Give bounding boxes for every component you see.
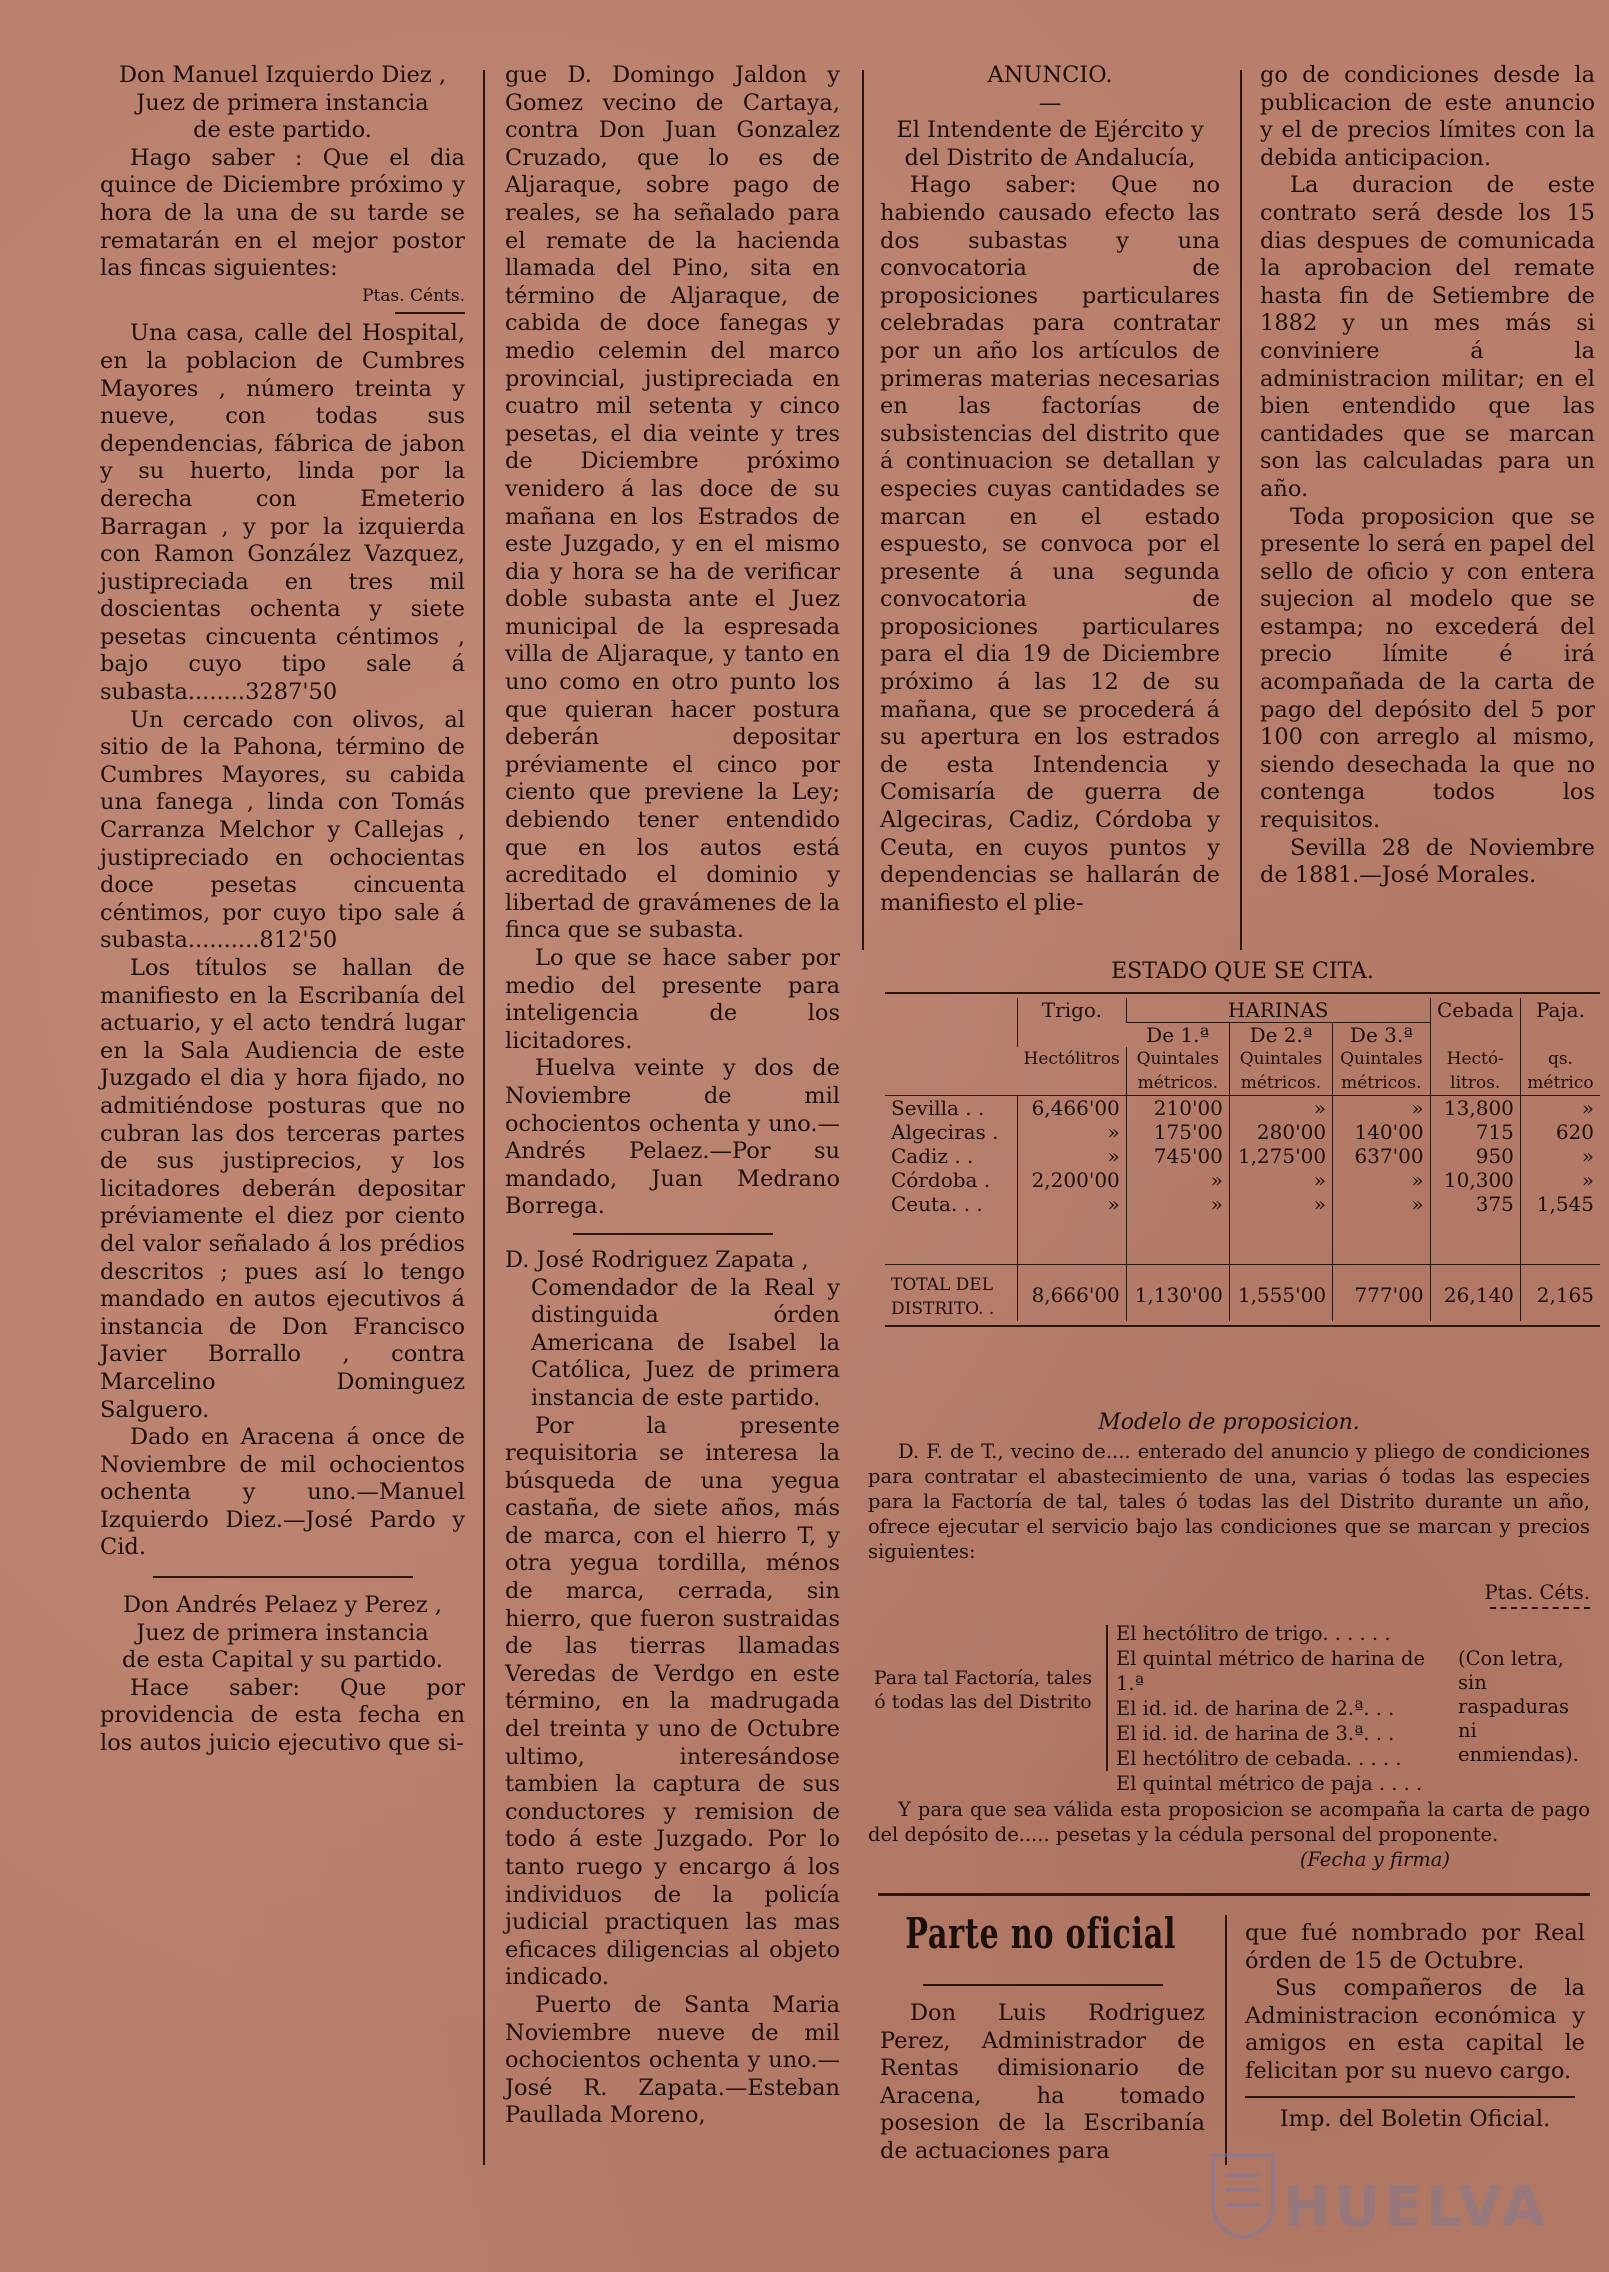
edict-heading-line: D. José Rodriguez Zapata , <box>505 1246 809 1273</box>
finca-2-amount: ..........812'50 <box>187 927 338 954</box>
header-de1: De 1.ª <box>1146 1023 1209 1047</box>
model-note: enmiendas). <box>1458 1743 1579 1766</box>
model-item: El quintal métrico de paja . . . . <box>1116 1772 1423 1795</box>
model-item: El id. id. de harina de 2.ª. . . <box>1116 1697 1395 1720</box>
parte-right <box>1245 1920 1585 2133</box>
paragraph-luis: Don Luis Rodriguez Perez, Administrador de Rentas dimisionario de Aracena, ha tomado posesion de la Escribanía de actuaciones para <box>880 2000 1205 2164</box>
edict-intro: Hago saber : Que el dia quince de Diciembre próximo y hora de la una de su tarde se rematarán en el mejor postor las fincas siguientes: <box>100 144 465 282</box>
model-paragraph: D. F. de T., vecino de.... enterado del anuncio y pliego de condiciones para contratar el abastecimiento de una, varias ó todas las especies para la Factoría de tal, tales ó todas las del Distrito durante un año, ofrece ejecutar el servicio bajo las condiciones que se marcan y precios siguientes: <box>868 1440 1590 1563</box>
paragraph-titulos: Los títulos se hallan de manifiesto en la Escribanía del actuario, y el acto tendrá lugar en la Sala Audiencia de este Juzgado el dia y hora fijado, no admitiéndose posturas que no cubran las dos terceras partes de sus justiprecios, y los licitadores deberán depositar préviamente el diez por ciento del valor señalado á los prédios descritos ; pues así lo tengo mandado en autos ejecutivos á instancia de Don Francisco Javier Borrallo , contra Marcelino Dominguez Salguero. <box>100 955 465 1423</box>
archive-watermark <box>1208 2150 1549 2240</box>
paragraph-nombrado: que fué nombrado por Real órden de 15 de Octubre. <box>1245 1920 1585 1974</box>
table-row: Cadiz . . » 745'00 1,275'00 637'00 950 » <box>885 1144 1600 1168</box>
paragraph-proposicion: Toda proposicion que se presente lo será en papel del sello de oficio y con entera sujecion al modelo que se estampa; no excederá del precio límite é irá acompañada de la carta de pago del depósito del 5 por 100 con arreglo al mismo, siendo desechada la que no contenga todos los requisitos. <box>1260 503 1595 834</box>
modelo-proposicion <box>868 1410 1590 1872</box>
paragraph-puerto: Puerto de Santa Maria Noviembre nueve de mil ochocientos ochenta y uno.—José R. Zapata.—Esteban Paullada Moreno, <box>505 1991 840 2129</box>
divider <box>573 1233 773 1235</box>
paragraph-duracion: La duracion de este contrato será desde los 15 dias despues de comunicada la aprobacion del remate hasta fin de Setiembre de 1882 y un mes más si conviniere á la administracion militar; en el bien entendido que las cantidades que se marcan son las calculadas para un año. <box>1260 172 1595 502</box>
parte-title: Parte no oficial <box>905 1909 1177 1958</box>
header-cebada: Cebada <box>1430 998 1520 1047</box>
unit-de1: Quintales métricos. <box>1126 1047 1229 1096</box>
shield-icon <box>1208 2150 1278 2240</box>
paragraph-huelva: Huelva veinte y dos de Noviembre de mil ochocientos ochenta y uno.—Andrés Pelaez.—Por su mandado, Juan Medrano Borrega. <box>505 1055 840 1220</box>
model-ptas: Ptas. Céts. <box>1484 1581 1590 1604</box>
unit-trigo: Hectólitros <box>1023 1049 1120 1069</box>
anuncio-heading-line: del Distrito de Andalucía, <box>904 144 1196 171</box>
divider <box>395 312 465 314</box>
column-1 <box>100 62 465 1758</box>
model-note: raspaduras ni <box>1458 1695 1570 1742</box>
column-divider <box>1240 70 1242 950</box>
table-title: ESTADO QUE SE CITA. <box>1111 959 1374 984</box>
table-total-row: TOTAL DEL DISTRITO. . 8,666'00 1,130'00 1,555'00 777'00 26,140 2,165 <box>885 1264 1600 1321</box>
column-3: ANUNCIO. — El Intendente de Ejército y del Distrito de Andalucía, Hago saber: Que no habiendo causado efecto las dos subastas y una convocatoria de proposiciones particulares celebradas para contratar por un año los artículos de primeras materias necesarias en las factorías de subsistencias del distrito que á continuacion se detallan y especies cuyas cantidades se marcan en el estado espuesto, se convoca por el presente á una segunda convocatoria de proposiciones particulares para el dia 19 de Diciembre próximo á las 12 de su mañana, que se procederá á su apertura en los estrados de esta Intendencia y Comisaría de guerra de Algeciras, Cadiz, Córdoba y Ceuta, en cuyos puntos y dependencias se hallarán de manifiesto el plie- <box>880 62 1220 916</box>
table-row: Córdoba . 2,200'00 » » » 10,300 » <box>885 1168 1600 1192</box>
unit-de2: Quintales métricos. <box>1229 1047 1332 1096</box>
column-divider <box>862 70 864 950</box>
model-item: El hectólitro de cebada. . . . . <box>1116 1747 1402 1770</box>
paragraph-requisitoria: Por la presente requisitoria se interesa la búsqueda de una yegua castaña, de siete años, más de marca, con el hierro T, y otra yegua tordilla, ménos de marca, cerrada, sin hierro, que fueron sustraidas de las tierras llamadas Veredas de Verdgo en este término, en la madrugada del treinta y uno de Octubre ultimo, interesándose tambien la captura de sus conductores y remision de todo á este Juzgado. Por lo tanto ruego y encargo á los individuos de la policía judicial practiquen las mas eficaces diligencias al objeto indicado. <box>505 1412 840 1991</box>
paragraph-dado: Dado en Aracena á once de Noviembre de mil ochocientos ochenta y uno.—Manuel Izquierdo Diez.—José Pardo y Cid. <box>100 1424 465 1561</box>
divider <box>153 1576 413 1578</box>
imprint: Imp. del Boletin Oficial. <box>1279 2105 1551 2132</box>
table-row: Sevilla . . 6,466'00 210'00 » » 13,800 » <box>885 1096 1600 1121</box>
paragraph-condiciones: go de condiciones desde la publicacion de este anuncio y el de precios límites con la debida anticipacion. <box>1260 62 1595 171</box>
model-sign: (Fecha y firma) <box>1299 1848 1450 1871</box>
unit-cebada: Hectó-litros. <box>1430 1047 1520 1096</box>
unit-paja: qs. métrico <box>1520 1047 1600 1096</box>
finca-2: Un cercado con olivos, al sitio de la Pahona, término de Cumbres Mayores, su cabida una fanega , linda con Tomás Carranza Melchor y Callejas , justipreciado en ochocientas doce pesetas cincuenta céntimos, por cuyo tipo sale á subasta..........812'50 <box>100 706 465 954</box>
column-divider <box>1225 1915 1227 2165</box>
finca-1: Una casa, calle del Hospital, en la poblacion de Cumbres Mayores , número treinta y nueve, con todas sus dependencias, fábrica de jabon y su huerto, linda por la derecha con Emeterio Barragan , y por la izquierda con Ramon González Vazquez, justipreciada en tres mil doscientas ochenta y siete pesetas cincuenta céntimos , bajo cuyo tipo sale á subasta........3287'50 <box>100 320 465 706</box>
edict-heading-line: de esta Capital y su partido. <box>122 1647 443 1674</box>
header-de3: De 3.ª <box>1333 1023 1431 1048</box>
model-item: El hectólitro de trigo. . . . . . <box>1116 1622 1391 1645</box>
edict-heading-line: Don Andrés Pelaez y Perez , <box>122 1592 443 1619</box>
model-item: El quintal métrico de harina de 1.ª <box>1116 1647 1426 1695</box>
edict-heading-line: Juez de primera instancia <box>136 1619 429 1646</box>
edict-heading-line: Juez de primera instancia <box>136 89 429 116</box>
table-row: Ceuta. . . » » » » 375 1,545 <box>885 1192 1600 1264</box>
estado-table <box>885 960 1600 1327</box>
table-row: Algeciras . » 175'00 280'00 140'00 715 620 <box>885 1120 1600 1144</box>
header-paja: Paja. <box>1520 998 1600 1047</box>
paragraph-companeros: Sus compañeros de la Administracion económica y amigos en esta capital le felicitan por su nuevo cargo. <box>1245 1975 1585 2084</box>
model-item: El id. id. de harina de 3.ª. . . <box>1116 1722 1395 1745</box>
header-de2: De 2.ª <box>1229 1023 1332 1048</box>
model-paragraph-2: Y para que sea válida esta proposicion se acompaña la carta de pago del depósito de..... pesetas y la cédula personal del proponente. <box>868 1798 1590 1846</box>
edict-heading-line: de este partido. <box>193 117 372 144</box>
header-harinas: HARINAS <box>1126 998 1430 1023</box>
anuncio-title: ANUNCIO. <box>987 62 1113 88</box>
column-2 <box>505 62 840 2130</box>
model-left-label: Para tal Factoría, tales ó todas las del Distrito <box>873 1667 1093 1713</box>
edict-heading-line: Don Manuel Izquierdo Diez , <box>118 62 447 88</box>
paragraph-remate: gue D. Domingo Jaldon y Gomez vecino de Cartaya, contra Don Juan Gonzalez Cruzado, que lo es de Aljaraque, sobre pago de reales, se ha señalado para el remate de la hacienda llamada del Pino, sita en término de Aljaraque, de cabida de doce fanegas y medio celemin del marco provincial, justipreciada en cuatro mil setenta y cinco pesetas, el dia veinte y tres de Diciembre próximo venidero á las doce de su mañana en los Estrados de este Juzgado, y en el mismo dia y hora se ha de verificar doble subasta ante el Juez municipal de la espresada villa de Aljaraque, y tanto en uno como en otro punto los que quieran hacer postura deberán depositar préviamente el cinco por ciento que previene la Ley; debiendo tener entendido que en los autos está acreditado el dominio y libertad de gravámenes de la finca que se subasta. <box>505 62 840 944</box>
edict-heading-line: Comendador de la Real y distinguida órden Americana de Isabel la Católica, Juez de primera instancia de este partido. <box>531 1274 840 1411</box>
paragraph-lo-que: Lo que se hace saber por medio del presente para inteligencia de los licitadores. <box>505 945 840 1054</box>
column-divider <box>483 70 485 2165</box>
paragraph-sevilla: Sevilla 28 de Noviembre de 1881.—José Morales. <box>1260 834 1595 889</box>
paragraph-hace-saber: Hace saber: Que por providencia de esta fecha en los autos juicio ejecutivo que si- <box>100 1674 465 1757</box>
anuncio-heading-line: El Intendente de Ejército y <box>896 117 1204 144</box>
model-title: Modelo de proposicion. <box>1098 1410 1360 1435</box>
ptas-header: Ptas. Cénts. <box>362 285 465 306</box>
section-divider <box>878 1893 1590 1896</box>
parte-left <box>880 1909 1205 2166</box>
finca-1-amount: ........3287'50 <box>187 679 338 706</box>
unit-de3: Quintales métricos. <box>1333 1047 1431 1096</box>
paragraph-hago-saber: Hago saber: Que no habiendo causado efecto las dos subastas y una convocatoria de proposiciones particulares celebradas para contratar por un año los artículos de primeras materias necesarias en las factorías de subsistencias del distrito que á continuacion se detallan y especies cuyas cantidades se marcan en el estado espuesto, se convoca por el presente á una segunda convocatoria de proposiciones particulares para el dia 19 de Diciembre próximo á las 12 de su mañana, que se procederá á su apertura en los estrados de esta Intendencia y Comisaría de guerra de Algeciras, Cadiz, Córdoba y Ceuta, en cuyos puntos y dependencias se hallarán de manifiesto el plie- <box>880 172 1220 916</box>
model-items-block <box>868 1621 1590 1795</box>
watermark-text: HUELVA <box>1283 2175 1549 2240</box>
header-trigo: Trigo. <box>1018 998 1127 1047</box>
column-4 <box>1260 62 1595 890</box>
model-note: (Con letra, sin <box>1458 1647 1564 1694</box>
